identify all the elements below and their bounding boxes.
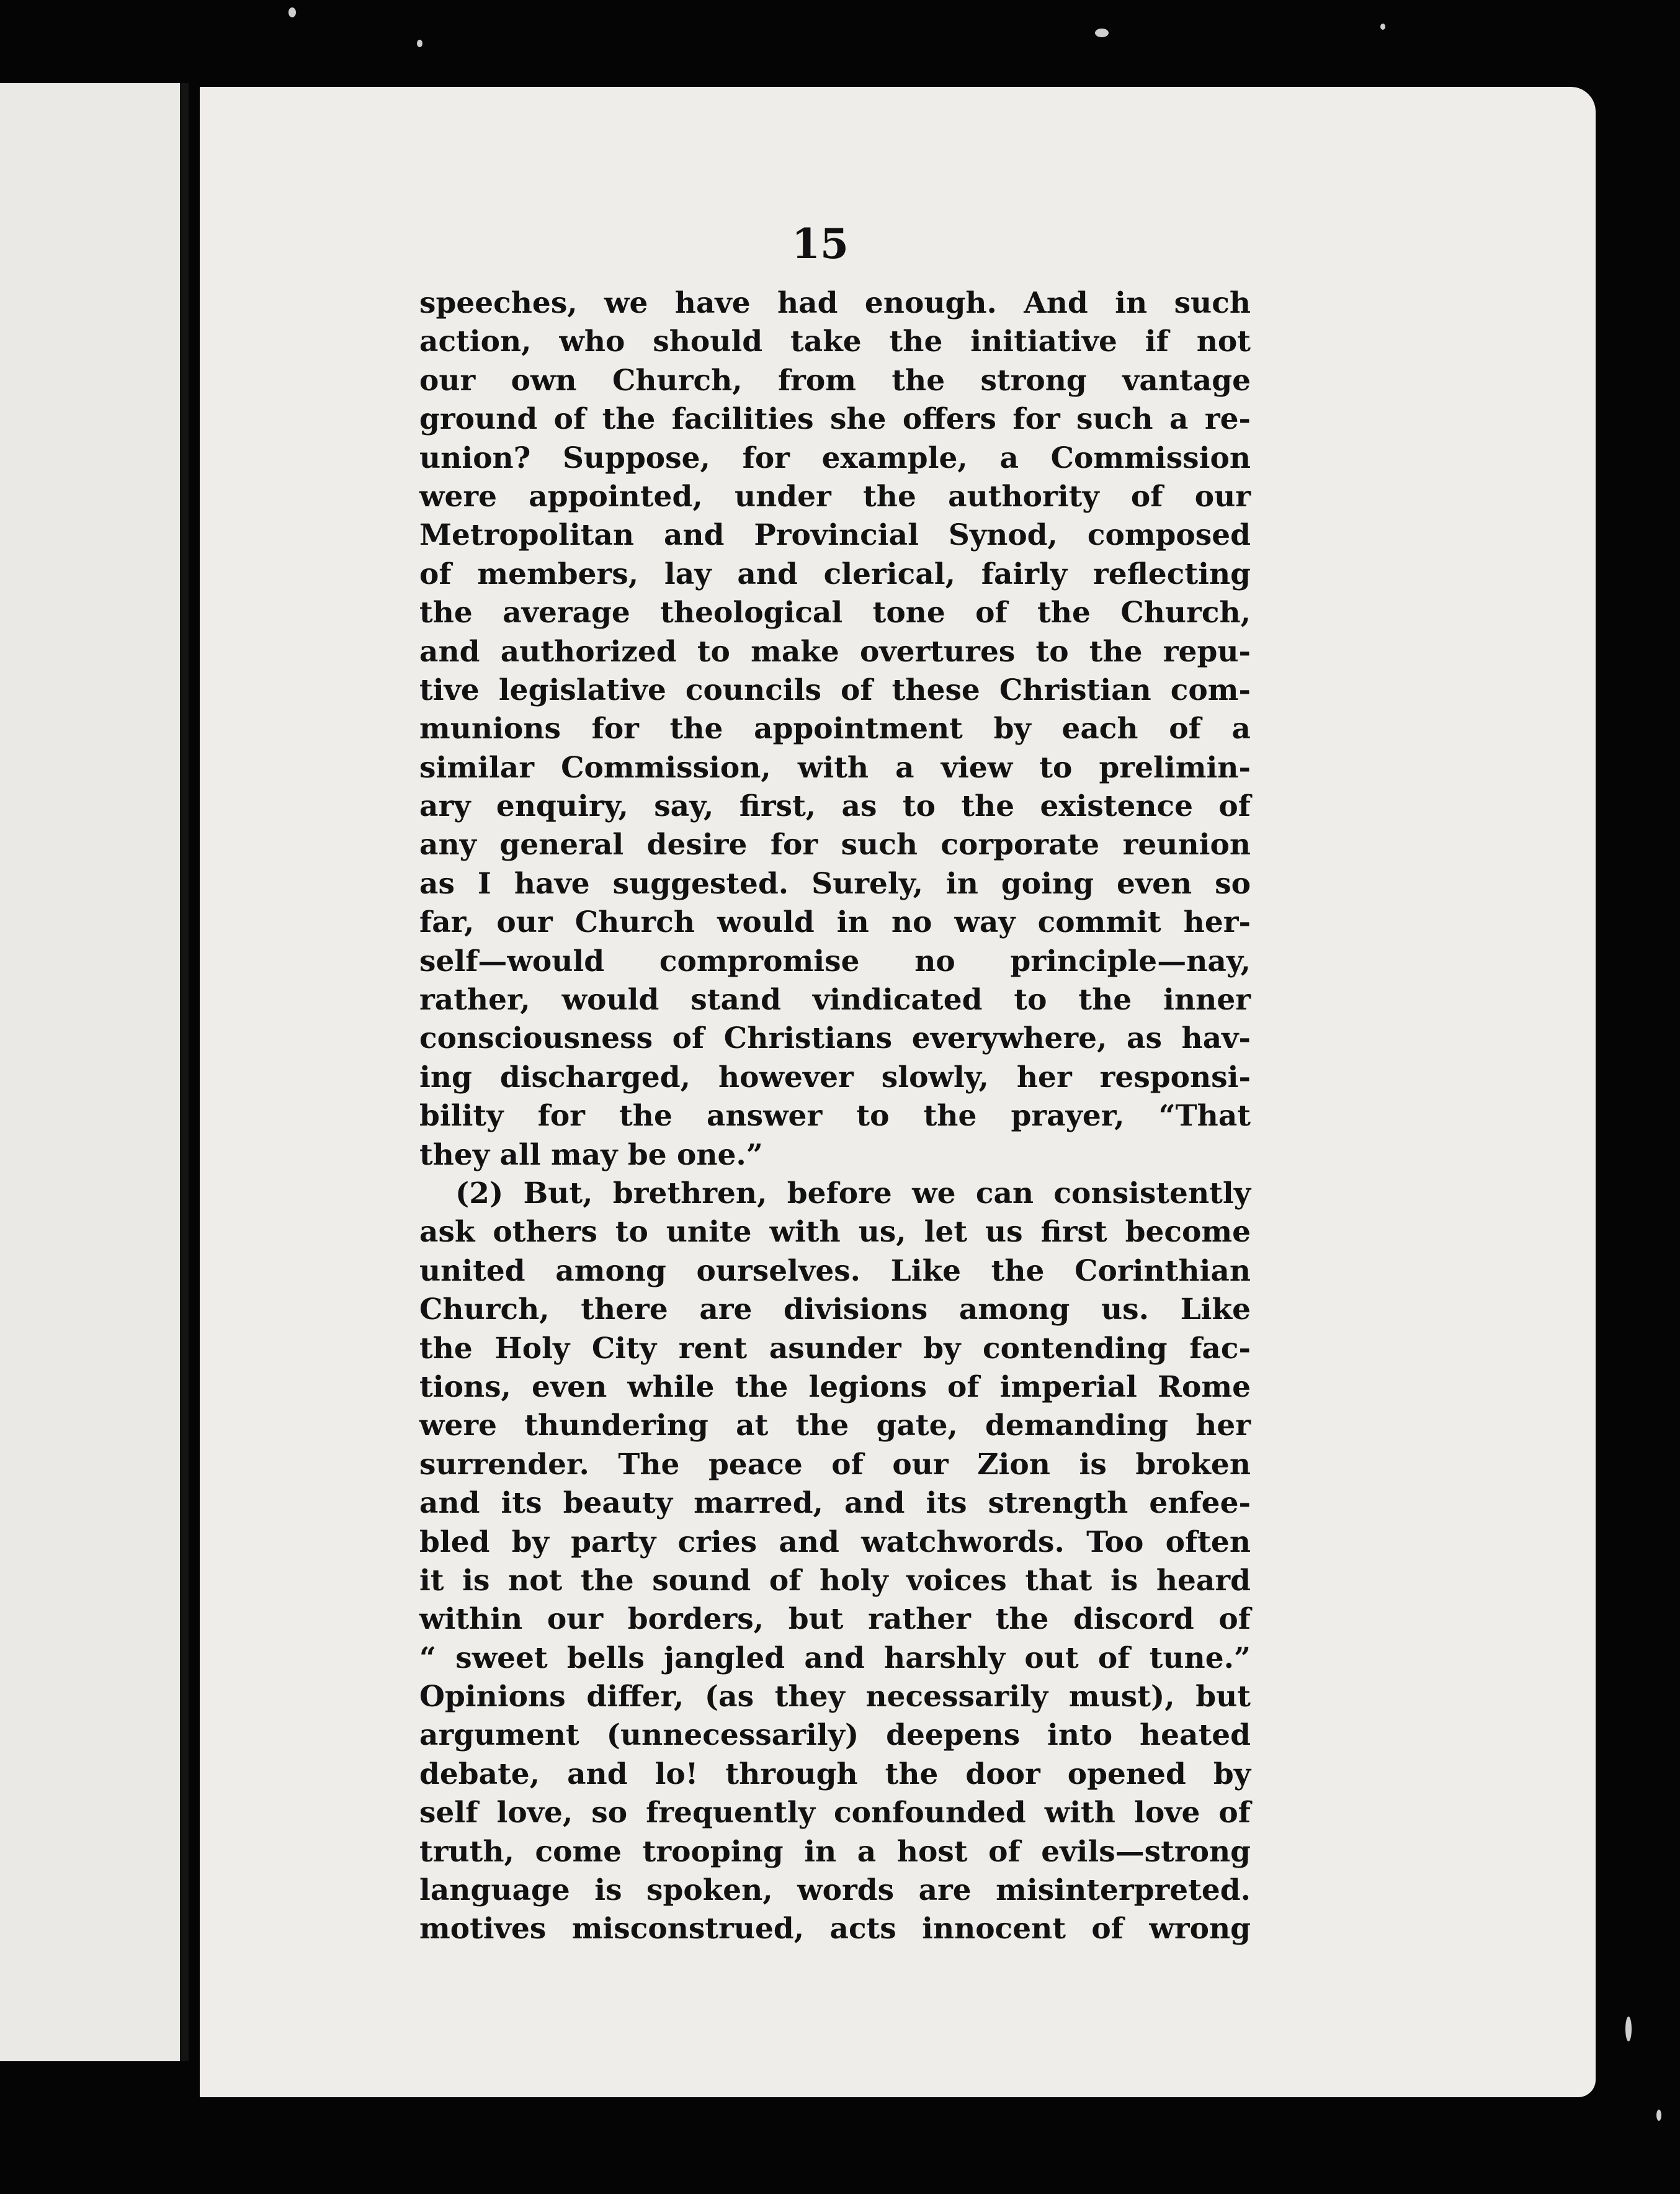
body-text [419, 284, 1251, 1949]
text-line: the average theological tone of the Church, [419, 596, 1251, 630]
text-line: tions, even while the legions of imperial Rome [419, 1369, 1251, 1404]
text-line: ing discharged, however slowly, her responsi- [419, 1060, 1251, 1095]
text-line: Metropolitan and Provincial Synod, composed [419, 518, 1251, 553]
text-line: bility for the answer to the prayer, “That [419, 1099, 1251, 1134]
text-line: were appointed, under the authority of our [419, 479, 1251, 514]
text-line: ary enquiry, say, first, as to the existence of [419, 789, 1251, 824]
dust-speck [417, 40, 422, 47]
paragraph-end-line: they all may be one.” [419, 1137, 763, 1172]
text-line: self—would compromise no principle—nay, [419, 944, 1251, 978]
previous-page-edge [0, 83, 186, 2061]
text-line: surrender. The peace of our Zion is broken [419, 1447, 1251, 1482]
dust-speck [1380, 24, 1385, 30]
dust-speck [1095, 29, 1109, 37]
text-line: any general desire for such corporate reunion [419, 828, 1251, 862]
text-line: and authorized to make overtures to the repu- [419, 634, 1251, 669]
text-line: within our borders, but rather the discord of [419, 1602, 1251, 1637]
text-line: united among ourselves. Like the Corinthian [419, 1253, 1251, 1288]
text-line: the Holy City rent asunder by contending fac- [419, 1331, 1251, 1366]
page-gutter [180, 83, 189, 2061]
text-line: action, who should take the initiative if not [419, 325, 1251, 359]
text-line: debate, and lo! through the door opened by [419, 1757, 1251, 1791]
text-line: motives misconstrued, acts innocent of wrong [419, 1912, 1251, 1946]
text-line: our own Church, from the strong vantage [419, 363, 1251, 398]
text-line: language is spoken, words are misinterpreted. [419, 1873, 1251, 1908]
text-line: far, our Church would in no way commit her- [419, 905, 1251, 940]
text-line: consciousness of Christians everywhere, as hav- [419, 1021, 1251, 1056]
text-line: were thundering at the gate, demanding her [419, 1408, 1251, 1443]
text-line: as I have suggested. Surely, in going even so [419, 866, 1251, 901]
page-number: 15 [792, 220, 849, 268]
text-line: self love, so frequently confounded with love of [419, 1796, 1251, 1830]
text-line: ask others to unite with us, let us first become [419, 1215, 1251, 1250]
text-line: of members, lay and clerical, fairly reflecting [419, 557, 1251, 591]
text-line: munions for the appointment by each of a [419, 712, 1251, 746]
text-line: Opinions differ, (as they necessarily must), but [419, 1680, 1251, 1714]
paragraph-start-line: (2) But, brethren, before we can consistently [455, 1176, 1251, 1211]
dust-speck [1656, 2110, 1661, 2121]
text-line: bled by party cries and watchwords. Too often [419, 1525, 1251, 1559]
text-line: union? Suppose, for example, a Commission [419, 441, 1251, 475]
text-line: argument (unnecessarily) deepens into heated [419, 1718, 1251, 1753]
dust-speck [288, 7, 296, 17]
text-line: it is not the sound of holy voices that is heard [419, 1563, 1251, 1598]
text-line: Church, there are divisions among us. Like [419, 1292, 1251, 1327]
dust-speck [1625, 2017, 1632, 2041]
text-line: and its beauty marred, and its strength enfee- [419, 1486, 1251, 1521]
text-line: ground of the facilities she offers for such a re- [419, 402, 1251, 437]
text-line: tive legislative councils of these Christian com- [419, 673, 1251, 707]
text-line: speeches, we have had enough. And in such [419, 286, 1251, 320]
text-line: truth, come trooping in a host of evils—strong [419, 1834, 1251, 1869]
text-line: rather, would stand vindicated to the inner [419, 983, 1251, 1018]
text-line: similar Commission, with a view to prelimin- [419, 750, 1251, 785]
text-line: “ sweet bells jangled and harshly out of tune.” [419, 1641, 1251, 1675]
